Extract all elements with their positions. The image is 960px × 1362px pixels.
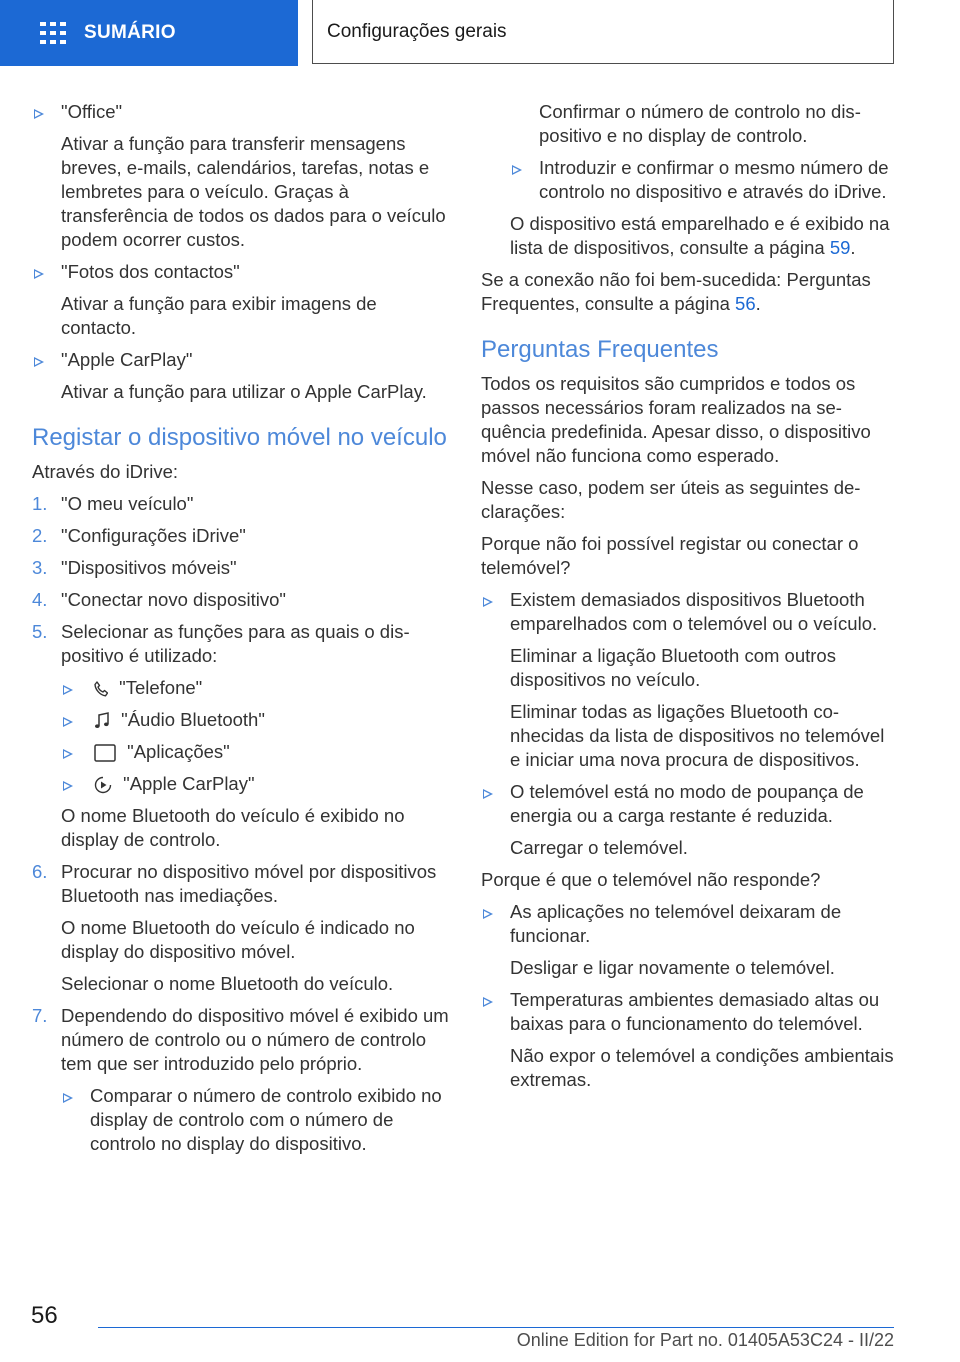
- page-link-56[interactable]: 56: [735, 293, 756, 314]
- paired-note: [481, 212, 899, 260]
- option-label: "Aplicações": [127, 741, 230, 762]
- faq-question: Porque é que o telemóvel não responde?: [481, 869, 821, 890]
- register-intro: Através do iDrive:: [32, 461, 178, 482]
- step-note: Selecionar o nome Bluetooth do veículo.: [61, 973, 394, 994]
- continued-text: Confirmar o número de controlo no dispositivo e no display de controlo.: [539, 101, 861, 146]
- faq-intro: Todos os requisitos são cumpridos e todos os passos necessários foram realizados na sequência predefinida. Apesar disso, o dispositivo móvel não funciona como esperado.: [481, 373, 871, 466]
- section-heading-register: Registar o dispositivo móvel no veículo: [32, 424, 447, 451]
- apps-square-icon: [94, 744, 116, 762]
- step-number: 7.: [32, 1005, 48, 1026]
- solution-text: Eliminar a ligação Bluetooth com outros dispositivos no veículo.: [510, 645, 836, 690]
- bullet-triangle-icon: [483, 909, 493, 919]
- option-description: Ativar a função para utilizar o Apple CarPlay.: [61, 381, 427, 402]
- step-item: [32, 588, 450, 612]
- step-number: 4.: [32, 589, 48, 610]
- solution-text: Desligar e ligar novamente o telemóvel.: [510, 957, 835, 978]
- option-label: "Apple CarPlay": [123, 773, 255, 794]
- bullet-triangle-icon: [63, 749, 73, 759]
- step-item: [32, 492, 450, 516]
- faq-cause: [481, 900, 899, 980]
- step-note: O nome Bluetooth do veículo é exibido no display de controlo.: [61, 805, 405, 850]
- faq-cause: [481, 588, 899, 772]
- step-bullet: [61, 1084, 450, 1156]
- step-item: [32, 1004, 450, 1156]
- step-number: 5.: [32, 621, 48, 642]
- failure-note: [481, 268, 899, 316]
- faq-intro-2: Nesse caso, podem ser úteis as seguintes declarações:: [481, 477, 861, 522]
- cause-text: As aplicações no telemóvel deixaram de funcionar.: [510, 901, 842, 946]
- step-note: O nome Bluetooth do veículo é indicado no display do dispositivo móvel.: [61, 917, 415, 962]
- bullet-triangle-icon: [63, 717, 73, 727]
- function-option: [61, 740, 450, 764]
- step-text: "Configurações iDrive": [61, 525, 246, 546]
- page-header: [0, 0, 960, 66]
- faq-question: Porque não foi possível registar ou conectar o telemóvel?: [481, 533, 859, 578]
- option-description: Ativar a função para exibir imagens de contacto.: [61, 293, 377, 338]
- page-number: 56: [31, 1302, 58, 1329]
- option-apple-carplay: [32, 348, 450, 404]
- solution-text: Carregar o telemóvel.: [510, 837, 688, 858]
- step-number: 6.: [32, 861, 48, 882]
- step-text: "O meu veículo": [61, 493, 194, 514]
- section-title: Configurações gerais: [312, 0, 894, 64]
- function-option: [61, 676, 450, 700]
- page-link-59[interactable]: 59: [829, 237, 851, 258]
- step-number: 2.: [32, 525, 48, 546]
- paired-note-end: .: [850, 237, 856, 258]
- option-office: [32, 100, 450, 252]
- function-option: [61, 708, 450, 732]
- step-number: 3.: [32, 557, 48, 578]
- step-item: [32, 620, 450, 852]
- faq-cause: [481, 780, 899, 860]
- phone-icon: [94, 681, 108, 697]
- step-item: [32, 556, 450, 580]
- footer-edition: Online Edition for Part no. 01405A53C24 - II/22: [516, 1330, 894, 1350]
- option-label: "Telefone": [119, 677, 203, 698]
- step-item: [32, 860, 450, 996]
- bullet-triangle-icon: [483, 597, 493, 607]
- solution-text: Eliminar todas as ligações Bluetooth conhecidas da lista de dispositivos no telemóvel e iniciar uma nova procura de dispositivos.: [510, 701, 885, 770]
- bullet-triangle-icon: [63, 1093, 73, 1103]
- bullet-triangle-icon: [63, 685, 73, 695]
- failure-note-end: .: [755, 293, 761, 314]
- bullet-text: Introduzir e confirmar o mesmo número de controlo no dispositivo e através do iDrive.: [539, 157, 889, 202]
- footer-divider: [98, 1327, 894, 1328]
- option-description: Ativar a função para transferir mensagens breves, e-mails, calendários, tarefas, notas e lembretes para o veículo. Graças à transferência de todos os dados para o veículo podem ocorrer custos.: [61, 133, 446, 250]
- cause-text: O telemóvel está no modo de poupança de energia ou a carga restante é reduzida.: [510, 781, 864, 826]
- step-number: 1.: [32, 493, 48, 514]
- bullet-triangle-icon: [483, 997, 493, 1007]
- summary-button[interactable]: [0, 0, 298, 66]
- step-text: "Conectar novo dispositivo": [61, 589, 286, 610]
- bullet-triangle-icon: [34, 109, 44, 119]
- summary-label: SUMÁRIO: [84, 22, 176, 43]
- paired-note-text: O dispositivo está emparelhado e é exibido na lista de dispositivos, consulte a página: [510, 213, 890, 258]
- solution-text: Não expor o telemóvel a condições ambientais extremas.: [510, 1045, 894, 1090]
- step-bullet: [510, 156, 899, 204]
- left-column: [32, 100, 450, 1164]
- option-contact-photos: [32, 260, 450, 340]
- bullet-triangle-icon: [34, 269, 44, 279]
- bullet-triangle-icon: [34, 357, 44, 367]
- cause-text: Temperaturas ambientes demasiado altas ou baixas para o funcionamento do telemóvel.: [510, 989, 880, 1034]
- step-item: [32, 524, 450, 548]
- bullet-triangle-icon: [512, 165, 522, 175]
- bullet-triangle-icon: [63, 781, 73, 791]
- grid-menu-icon: [40, 22, 66, 44]
- step-text: Selecionar as funções para as quais o dispositivo é utilizado:: [61, 621, 410, 666]
- section-heading-faq: Perguntas Frequentes: [481, 336, 719, 363]
- carplay-icon: [94, 776, 112, 794]
- option-title: "Fotos dos contactos": [61, 261, 240, 282]
- bullet-triangle-icon: [483, 789, 493, 799]
- option-title: "Apple CarPlay": [61, 349, 193, 370]
- step-text: Procurar no dispositivo móvel por dispositivos Bluetooth nas imediações.: [61, 861, 437, 906]
- failure-note-text: Se a conexão não foi bem-sucedida: Perguntas Frequentes, consulte a página: [481, 269, 871, 314]
- faq-cause: [481, 988, 899, 1092]
- step-text: "Dispositivos móveis": [61, 557, 237, 578]
- bullet-text: Comparar o número de controlo exibido no display de controlo com o número de controlo no display do dispositivo.: [90, 1085, 442, 1154]
- option-label: "Áudio Bluetooth": [121, 709, 265, 730]
- cause-text: Existem demasiados dispositivos Bluetooth emparelhados com o telemóvel ou o veículo.: [510, 589, 878, 634]
- step-text: Dependendo do dispositivo móvel é exibido um número de controlo ou o número de controlo tem que ser introduzido pelo próprio.: [61, 1005, 449, 1074]
- option-title: "Office": [61, 101, 123, 122]
- right-column: [481, 100, 899, 1100]
- function-option: [61, 772, 450, 796]
- music-note-icon: [94, 712, 110, 730]
